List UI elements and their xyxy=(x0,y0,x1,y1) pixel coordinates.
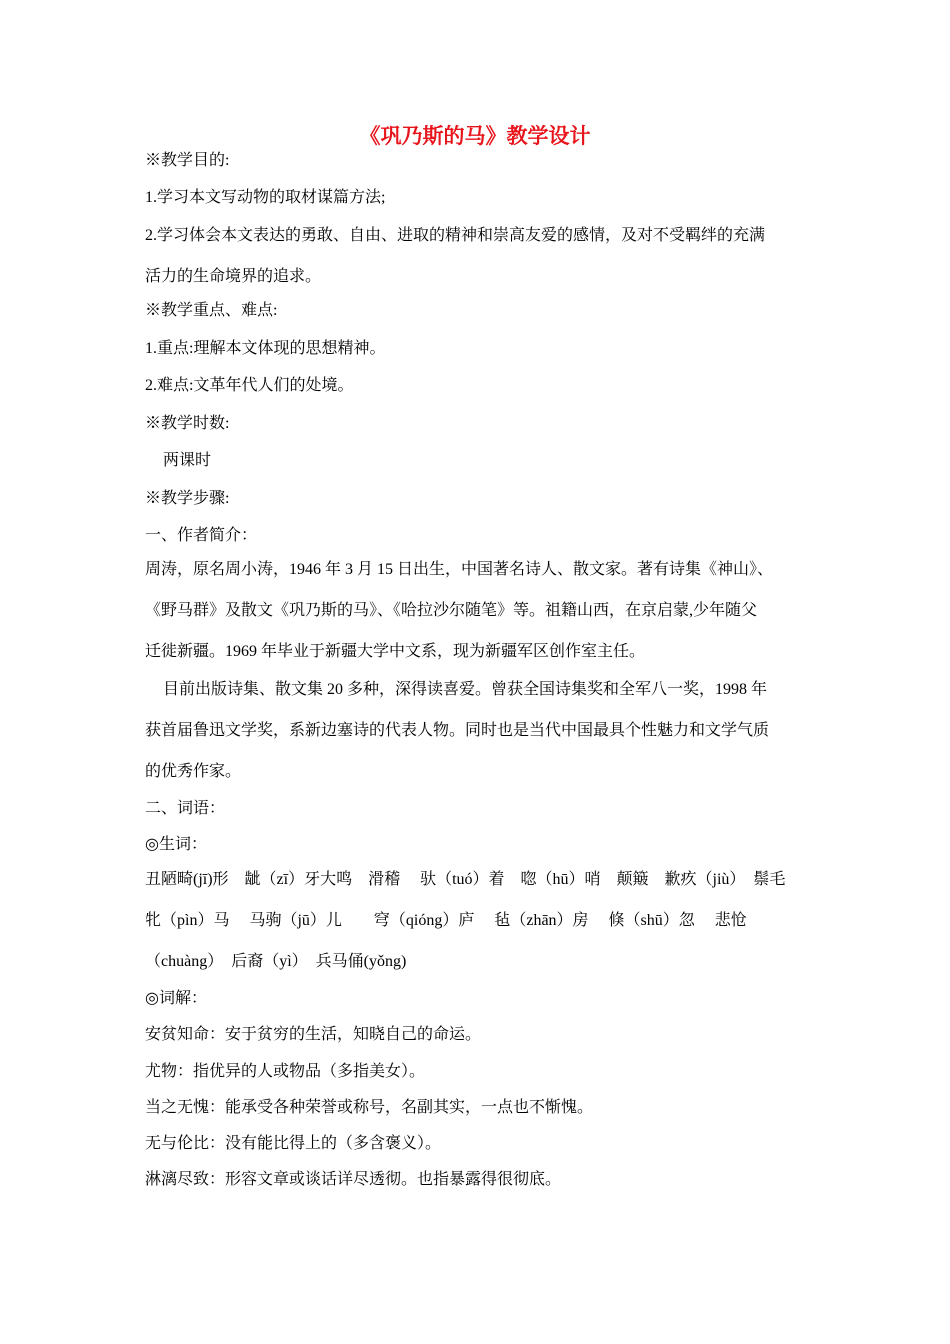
objective-item-2: 2.学习体会本文表达的勇敢、自由、进取的精神和崇高友爱的感情，及对不受羁绊的充满 xyxy=(145,227,766,244)
new-words-heading: ◎生词： xyxy=(145,836,207,853)
new-words-line-2: 牝（pìn）马 马驹（jū）儿 穹（qióng）庐 毡（zhān）房 倏（shū）忽 悲怆 xyxy=(145,912,747,929)
document-title: 《巩乃斯的马》教学设计 xyxy=(359,124,591,148)
author-paragraph-line-2: 《野马群》及散文《巩乃斯的马》、《哈拉沙尔随笔》等。祖籍山西，在京启蒙,少年随父 xyxy=(145,602,758,619)
explanation-item: 无与伦比：没有能比得上的（多含褒义）。 xyxy=(145,1135,442,1152)
subheading-vocabulary: 二、词语： xyxy=(145,800,226,817)
explanation-item: 当之无愧：能承受各种荣誉或称号，名副其实，一点也不惭愧。 xyxy=(145,1099,594,1116)
new-words-line-1: 丑陋畸(jī)形 龇（zī）牙大鸣 滑稽 驮（tuó）着 唿（hū）哨 颠簸 歉疚（jiù） 鬃毛 xyxy=(145,871,786,888)
word-explanations-heading: ◎词解： xyxy=(145,990,207,1007)
works-paragraph-line-2: 获首届鲁迅文学奖，系新边塞诗的代表人物。同时也是当代中国最具个性魅力和文学气质 xyxy=(145,722,770,739)
key-point-item-1: 1.重点:理解本文体现的思想精神。 xyxy=(145,340,386,357)
author-paragraph-line-1: 周涛，原名周小涛，1946 年 3 月 15 日出生，中国著名诗人、散文家。著有诗集《神山》、 xyxy=(145,561,774,578)
explanation-item: 尤物：指优异的人或物品（多指美女）。 xyxy=(145,1063,426,1080)
section-heading-steps: ※教学步骤: xyxy=(145,490,230,507)
new-words-line-3: （chuàng） 后裔（yì） 兵马俑(yǒng) xyxy=(145,953,407,970)
explanation-item: 安贫知命：安于贫穷的生活，知晓自己的命运。 xyxy=(145,1026,482,1043)
section-heading-key-points: ※教学重点、难点: xyxy=(145,302,278,319)
explanation-item: 淋漓尽致：形容文章或谈话详尽透彻。也指暴露得很彻底。 xyxy=(145,1171,562,1188)
works-paragraph-line-3: 的优秀作家。 xyxy=(145,763,242,780)
section-heading-hours: ※教学时数: xyxy=(145,415,230,432)
section-heading-objectives: ※教学目的: xyxy=(145,152,230,169)
objective-item-2-continued: 活力的生命境界的追求。 xyxy=(145,268,322,285)
subheading-author-intro: 一、作者简介： xyxy=(145,527,258,544)
objective-item-1: 1.学习本文写动物的取材谋篇方法; xyxy=(145,189,386,206)
hours-value: 两课时 xyxy=(163,452,212,469)
works-paragraph-line-1: 目前出版诗集、散文集 20 多种，深得读喜爱。曾获全国诗集奖和全军八一奖，1998 年 xyxy=(163,681,768,698)
key-point-item-2: 2.难点:文革年代人们的处境。 xyxy=(145,377,354,394)
author-paragraph-line-3: 迁徙新疆。1969 年毕业于新疆大学中文系，现为新疆军区创作室主任。 xyxy=(145,643,646,660)
